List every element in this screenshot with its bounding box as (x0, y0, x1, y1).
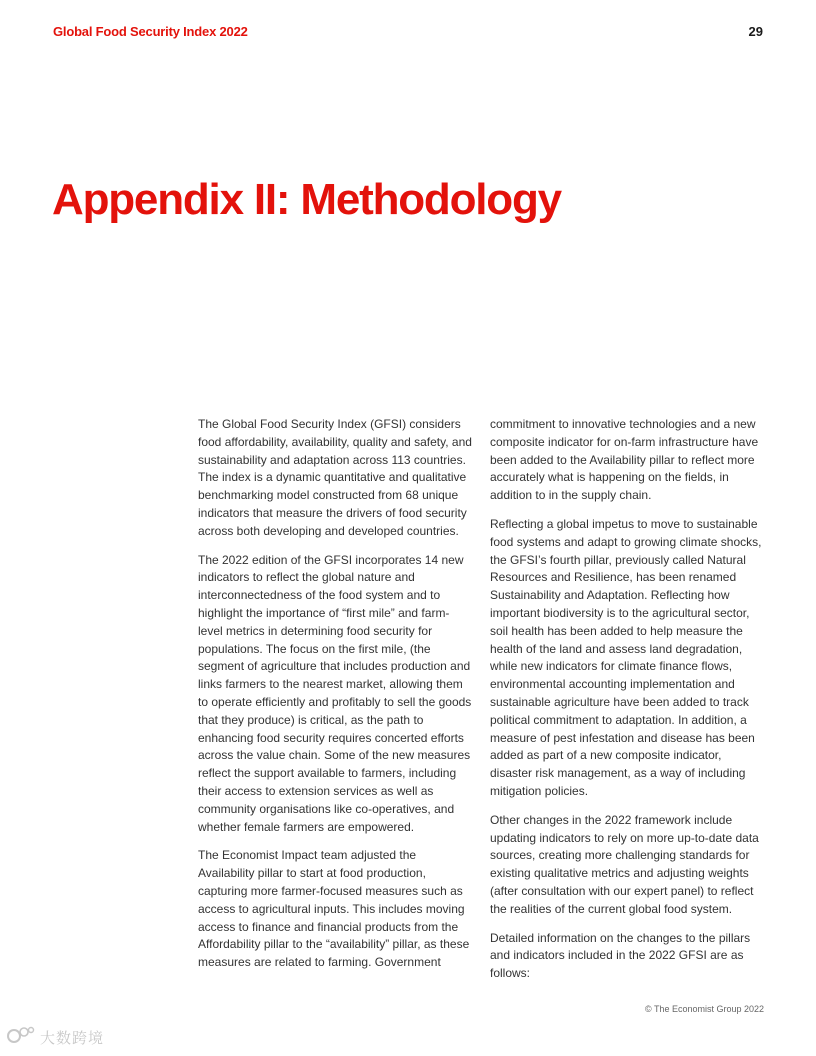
paragraph: The Economist Impact team adjusted the Availability pillar to start at food production, capturing more farmer-focused measures such as access to agricultural inputs. This includes moving access to finance and financial products from the Affordability pillar to the “availability” pillar, as these measures are related to farming. Government (198, 848, 470, 970)
running-title: Global Food Security Index 2022 (53, 24, 248, 39)
paragraph: commitment to innovative technologies and a new composite indicator for on-farm infrastructure have been added to the Availability pillar to reflect more accurately what is happening on the fields, in addition to in the supply chain. (490, 417, 759, 503)
copyright: © The Economist Group 2022 (644, 1004, 764, 1014)
page-title: Appendix II: Methodology (52, 175, 561, 224)
watermark-text: 大数跨境 (40, 1030, 105, 1047)
watermark (6, 1024, 104, 1051)
paragraph: The 2022 edition of the GFSI incorporates 14 new indicators to reflect the global nature and interconnectedness of the food system and to highlight the importance of “first mile” and farm-level metrics in determining food security for populations. The focus on the first mile, (the segment of agriculture that includes production and links farmers to the nearest market, allowing them to operate efficiently and profitably to sell the goods that they produce) is critical, as the path to enhancing food security requires concerted efforts across the value chain. Some of the new measures reflect the support available to farmers, including their access to extension services as well as community organisations like co-operatives, and whether female farmers are empowered. (198, 552, 472, 834)
body-right-column (490, 416, 766, 994)
paragraph: The Global Food Security Index (GFSI) considers food affordability, availability, quality and safety, and sustainability and adaptation across 113 countries. The index is a dynamic quantitative and qualitative benchmarking model constructed from 68 unique indicators that measure the drivers of food security across both developing and developed countries. (198, 417, 472, 538)
page-number: 29 (748, 24, 763, 39)
paragraph: Other changes in the 2022 framework include updating indicators to rely on more up-to-date data sources, creating more challenging standards for existing qualitative metrics and adjusting weights (after consultation with our expert panel) to reflect the realities of the current global food system. (490, 812, 759, 916)
paragraph: Reflecting a global impetus to move to sustainable food systems and adapt to growing climate shocks, the GFSI’s fourth pillar, previously called Natural Resources and Resilience, has been renamed Sustainability and Adaptation. Reflecting how important biodiversity is to the agricultural sector, soil health has been added to help measure the health of the land and assess land degradation, while new indicators for climate finance flows, environmental accounting implementation and sustainable agriculture have been added to track political commitment to adaptation. In addition, a measure of pest infestation and disease has been added as part of a new composite indicator, disaster risk management, as a way of including mitigation policies. (490, 516, 762, 798)
body-left-column (198, 416, 474, 983)
watermark-logo-icon (6, 1024, 36, 1051)
paragraph: Detailed information on the changes to the pillars and indicators included in the 2022 GFSI are as follows: (490, 930, 751, 981)
